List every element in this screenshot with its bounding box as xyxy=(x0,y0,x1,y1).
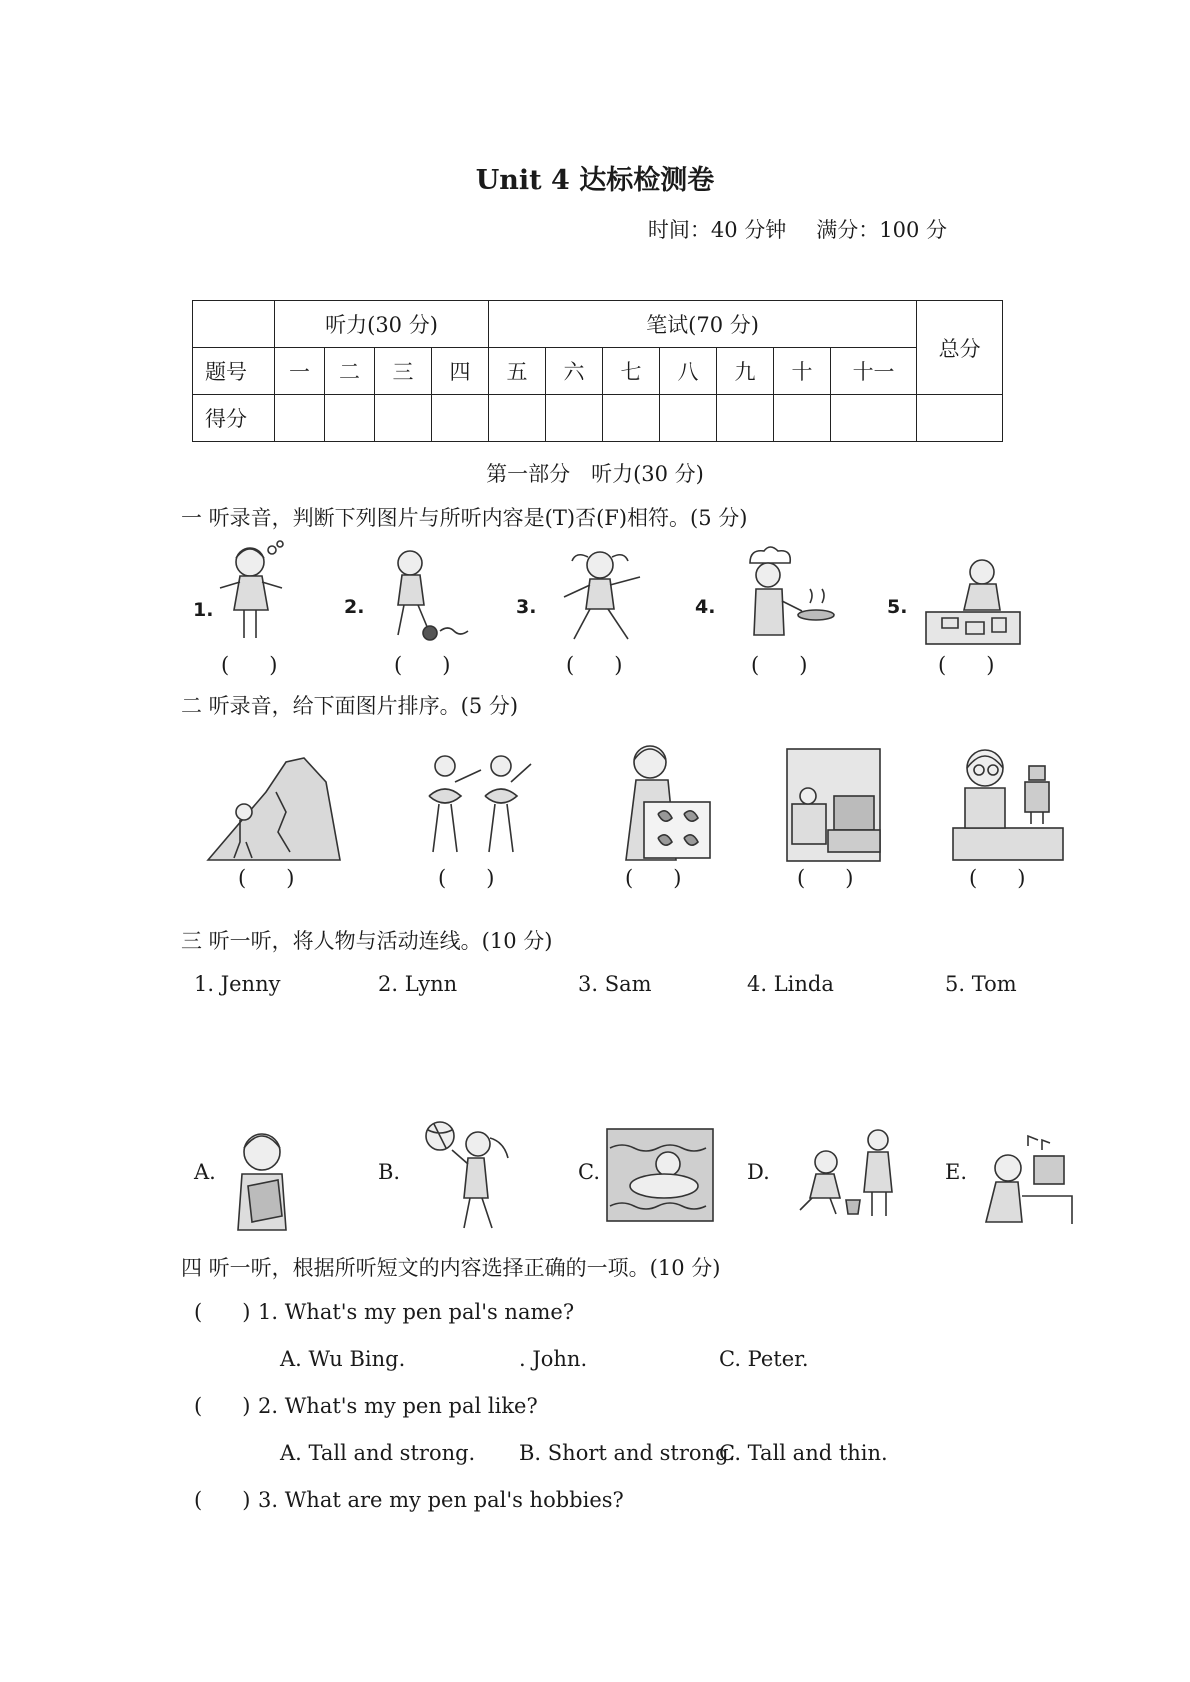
answer-paren[interactable]: ( ) xyxy=(751,653,808,677)
qno-cell: 三 xyxy=(375,348,432,395)
option-b: . John. xyxy=(519,1347,588,1371)
part-one-heading: 第一部分 听力(30 分) xyxy=(486,462,704,486)
activity-letter: E. xyxy=(945,1160,968,1184)
climbing-mountain-illustration xyxy=(206,752,344,862)
question-4-title: 四 听一听，根据所听短文的内容选择正确的一项。(10 分) xyxy=(181,1256,721,1280)
qno-cell: 四 xyxy=(432,348,489,395)
girl-volleyball-illustration xyxy=(420,1118,520,1234)
score-cell[interactable] xyxy=(325,395,375,442)
option-b: B. Short and strong. xyxy=(519,1441,736,1465)
score-cell[interactable] xyxy=(275,395,325,442)
answer-paren[interactable]: ( ) xyxy=(797,866,854,890)
score-cell[interactable] xyxy=(432,395,489,442)
q1-label: 3. xyxy=(516,596,537,618)
q1-label: 5. xyxy=(887,596,908,618)
option-a: A. Tall and strong. xyxy=(280,1441,476,1465)
qno-cell: 二 xyxy=(325,348,375,395)
question-2-title: 二 听录音，给下面图片排序。(5 分) xyxy=(181,694,519,718)
score-table xyxy=(192,300,1003,442)
person-name: 1. Jenny xyxy=(194,972,281,996)
question-number-label: 题号 xyxy=(193,348,275,395)
qno-cell: 一 xyxy=(275,348,325,395)
score-cell[interactable] xyxy=(546,395,603,442)
listening-header: 听力(30 分) xyxy=(275,301,489,348)
answer-paren[interactable]: ( ) xyxy=(221,653,278,677)
score-cell[interactable] xyxy=(774,395,831,442)
girl-dizzy-illustration xyxy=(210,540,300,645)
question-stem: 2. What's my pen pal like? xyxy=(258,1394,538,1418)
score-cell[interactable] xyxy=(375,395,432,442)
activity-letter: C. xyxy=(578,1160,600,1184)
score-cell[interactable] xyxy=(831,395,917,442)
question-1-title: 一 听录音，判断下列图片与所听内容是(T)否(F)相符。(5 分) xyxy=(181,506,748,530)
question-stem: 1. What's my pen pal's name? xyxy=(258,1300,575,1324)
girl-watching-tv-illustration xyxy=(786,748,881,862)
person-name: 3. Sam xyxy=(578,972,652,996)
girls-gardening-illustration xyxy=(790,1128,900,1222)
answer-paren[interactable]: ( ) xyxy=(438,866,495,890)
boy-puzzle-illustration xyxy=(922,552,1024,648)
score-cell[interactable] xyxy=(489,395,546,442)
answer-paren[interactable]: ( ) xyxy=(238,866,295,890)
qno-cell: 五 xyxy=(489,348,546,395)
person-name: 2. Lynn xyxy=(378,972,458,996)
girl-leaves-illustration xyxy=(608,740,716,862)
table-corner xyxy=(193,301,275,348)
question-stem: 3. What are my pen pal's hobbies? xyxy=(258,1488,624,1512)
boy-football-illustration xyxy=(380,545,475,645)
answer-paren[interactable]: ( ) xyxy=(194,1300,251,1324)
score-label: 得分 xyxy=(193,395,275,442)
score-cell[interactable] xyxy=(603,395,660,442)
answer-paren[interactable]: ( ) xyxy=(394,653,451,677)
boy-computer-music-illustration xyxy=(982,1134,1074,1226)
answer-paren[interactable]: ( ) xyxy=(566,653,623,677)
qno-cell: 八 xyxy=(660,348,717,395)
qno-cell: 六 xyxy=(546,348,603,395)
answer-paren[interactable]: ( ) xyxy=(194,1394,251,1418)
score-cell[interactable] xyxy=(917,395,1003,442)
total-header: 总分 xyxy=(917,301,1003,395)
answer-paren[interactable]: ( ) xyxy=(194,1488,251,1512)
girl-kungfu-illustration xyxy=(552,545,652,648)
score-cell[interactable] xyxy=(717,395,774,442)
question-3-title: 三 听一听，将人物与活动连线。(10 分) xyxy=(181,929,553,953)
answer-paren[interactable]: ( ) xyxy=(625,866,682,890)
answer-paren[interactable]: ( ) xyxy=(938,653,995,677)
q1-label: 4. xyxy=(695,596,716,618)
activity-letter: A. xyxy=(194,1160,216,1184)
activity-letter: D. xyxy=(747,1160,770,1184)
option-a: A. Wu Bing. xyxy=(280,1347,406,1371)
qno-cell: 十 xyxy=(774,348,831,395)
exam-meta xyxy=(648,214,947,244)
score-cell[interactable] xyxy=(660,395,717,442)
boy-robot-illustration xyxy=(951,744,1065,862)
boy-reading-illustration xyxy=(228,1128,298,1232)
qno-cell: 七 xyxy=(603,348,660,395)
girl-swimming-illustration xyxy=(606,1128,714,1222)
person-name: 4. Linda xyxy=(747,972,834,996)
option-c: C. Peter. xyxy=(719,1347,809,1371)
time-limit: 时间：40 分钟 xyxy=(647,218,787,242)
person-name: 5. Tom xyxy=(945,972,1017,996)
option-c: C. Tall and thin. xyxy=(719,1441,888,1465)
writing-header: 笔试(70 分) xyxy=(489,301,917,348)
girls-dancing-illustration xyxy=(415,752,537,862)
q1-label: 2. xyxy=(344,596,365,618)
full-score: 满分：100 分 xyxy=(816,218,947,242)
activity-letter: B. xyxy=(378,1160,401,1184)
qno-cell: 十一 xyxy=(831,348,917,395)
qno-cell: 九 xyxy=(717,348,774,395)
boy-cooking-illustration xyxy=(730,545,840,645)
answer-paren[interactable]: ( ) xyxy=(969,866,1026,890)
page-title: Unit 4 达标检测卷 xyxy=(475,165,715,196)
q1-label: 1. xyxy=(193,599,214,621)
